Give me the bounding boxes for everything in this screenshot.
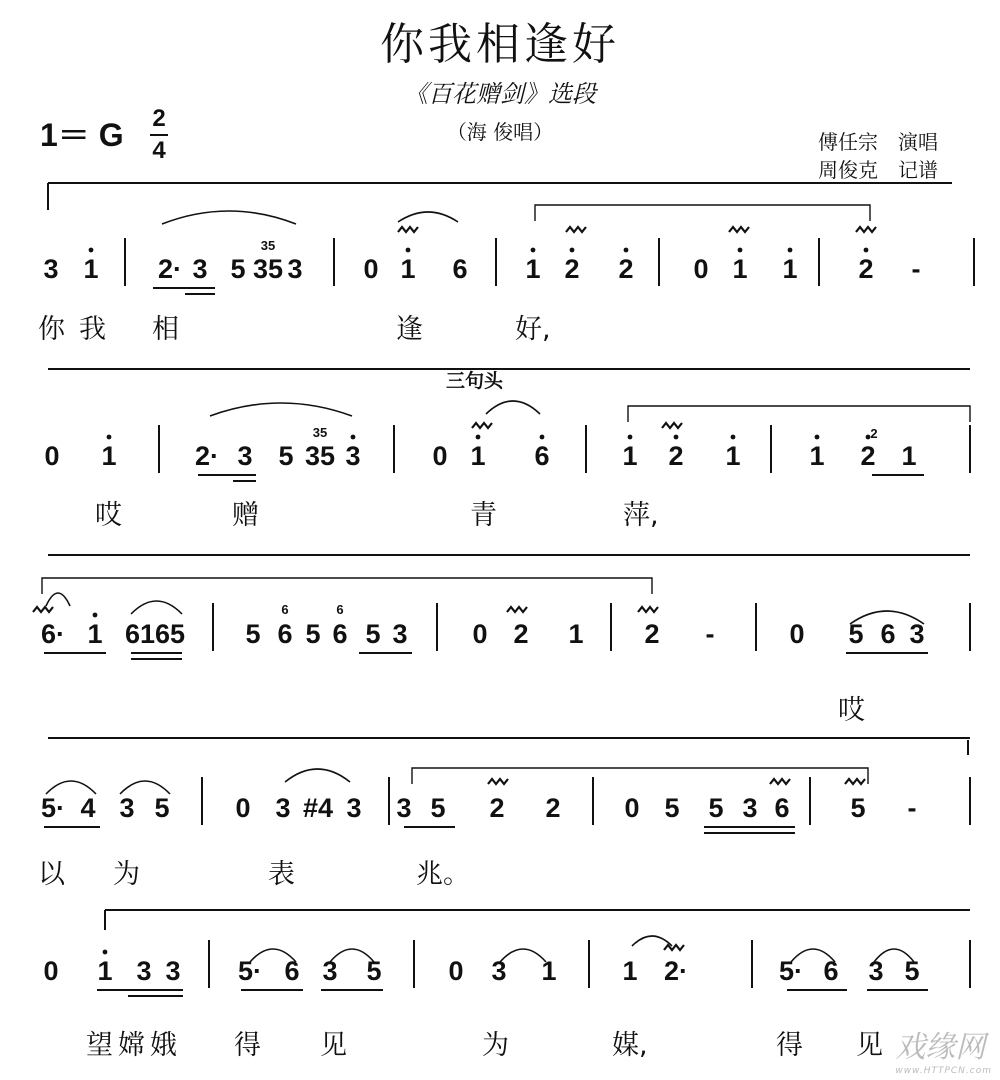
lyric: 青 bbox=[470, 500, 497, 531]
jianpu-note: 0 bbox=[235, 793, 251, 823]
lyric: 哎 bbox=[838, 695, 865, 726]
phrase-bracket bbox=[412, 768, 868, 784]
jianpu-note: 1 bbox=[400, 254, 416, 284]
watermark-url: www.HTTPCN.com bbox=[895, 1066, 992, 1076]
jianpu-note: #4 bbox=[302, 793, 334, 823]
jianpu-note: 3 bbox=[322, 956, 338, 986]
phrase-bracket bbox=[42, 578, 652, 594]
lyric: 好, bbox=[515, 314, 551, 345]
jianpu-note: 2 bbox=[564, 254, 580, 284]
jianpu-note: 4 bbox=[80, 793, 96, 823]
jianpu-note: 0 bbox=[624, 793, 640, 823]
octave-dot bbox=[540, 435, 545, 440]
jianpu-note: 2 bbox=[489, 793, 505, 823]
slur bbox=[131, 601, 182, 614]
jianpu-note: 0 bbox=[789, 619, 805, 649]
lyric: 娥 bbox=[150, 1030, 177, 1061]
jianpu-note: 0 bbox=[44, 441, 60, 471]
jianpu-note: 0 bbox=[363, 254, 379, 284]
jianpu-note: 5 bbox=[305, 619, 321, 649]
jianpu-note: 2 bbox=[668, 441, 684, 471]
octave-dot bbox=[788, 248, 793, 253]
jianpu-note: 1 bbox=[901, 441, 917, 471]
jianpu-note: 5 bbox=[904, 956, 920, 986]
jianpu-note: 1 bbox=[541, 956, 557, 986]
octave-dot bbox=[864, 248, 869, 253]
key-signature: 1＝ G bbox=[40, 117, 124, 153]
lyric: 望 bbox=[86, 1030, 113, 1061]
trill-mark bbox=[664, 945, 684, 950]
jianpu-note: 6 bbox=[823, 956, 839, 986]
trill-mark bbox=[488, 779, 508, 784]
octave-dot bbox=[624, 248, 629, 253]
trill-mark bbox=[638, 607, 658, 612]
jianpu-note: 3 bbox=[909, 619, 925, 649]
lyric: 相 bbox=[152, 314, 179, 345]
trill-mark bbox=[729, 227, 749, 232]
lyric: 得 bbox=[776, 1030, 803, 1061]
lyric: 以 bbox=[38, 859, 65, 890]
jianpu-note: 2· bbox=[157, 254, 183, 284]
slur bbox=[162, 211, 296, 224]
lyric: 见 bbox=[856, 1030, 883, 1061]
jianpu-note: 1 bbox=[568, 619, 584, 649]
jianpu-note: 2 bbox=[513, 619, 529, 649]
grace-note: 35 bbox=[260, 238, 276, 253]
jianpu-note: 5 bbox=[708, 793, 724, 823]
octave-dot bbox=[476, 435, 481, 440]
octave-dot bbox=[107, 435, 112, 440]
jianpu-note: 2 bbox=[618, 254, 634, 284]
lyric: 逢 bbox=[396, 314, 423, 345]
octave-dot bbox=[731, 435, 736, 440]
jianpu-note: 1 bbox=[622, 441, 638, 471]
time-signature-bottom: 4 bbox=[152, 137, 166, 164]
jianpu-note: 3 bbox=[345, 441, 361, 471]
jianpu-note: 3 bbox=[43, 254, 59, 284]
jianpu-note: 3 bbox=[868, 956, 884, 986]
jianpu-note: 5 bbox=[278, 441, 294, 471]
jianpu-note: 1 bbox=[83, 254, 99, 284]
jianpu-note: 6 bbox=[880, 619, 896, 649]
jianpu-note: 1 bbox=[97, 956, 113, 986]
jianpu-note: 1 bbox=[525, 254, 541, 284]
jianpu-note: 5· bbox=[237, 956, 263, 986]
jianpu-note: 2 bbox=[860, 441, 876, 471]
octave-dot bbox=[674, 435, 679, 440]
jianpu-note: 35 bbox=[304, 441, 336, 471]
jianpu-note: 2 bbox=[545, 793, 561, 823]
jianpu-note: 6 bbox=[284, 956, 300, 986]
jianpu-note: 1 bbox=[725, 441, 741, 471]
jianpu-note: 2· bbox=[663, 956, 689, 986]
jianpu-note: - bbox=[705, 619, 715, 649]
jianpu-note: 6 bbox=[332, 619, 348, 649]
jianpu-note: 3 bbox=[396, 793, 412, 823]
jianpu-note: 3 bbox=[136, 956, 152, 986]
phrase-bracket bbox=[535, 205, 870, 221]
slur bbox=[486, 401, 540, 414]
jianpu-note: 6 bbox=[452, 254, 468, 284]
jianpu-note: 5 bbox=[848, 619, 864, 649]
tie bbox=[398, 212, 458, 222]
song-title: 你我相逢好 bbox=[380, 19, 620, 70]
jianpu-note: - bbox=[911, 254, 921, 284]
slur bbox=[210, 403, 352, 416]
jianpu-note: 0 bbox=[693, 254, 709, 284]
jianpu-note: 3 bbox=[119, 793, 135, 823]
jianpu-note: 0 bbox=[472, 619, 488, 649]
jianpu-note: 1 bbox=[87, 619, 103, 649]
jianpu-note: 6 bbox=[774, 793, 790, 823]
jianpu-note: 0 bbox=[43, 956, 59, 986]
jianpu-note: 1 bbox=[782, 254, 798, 284]
song-subtitle: 《百花赠剑》选段 bbox=[404, 80, 596, 108]
jianpu-note: 3 bbox=[165, 956, 181, 986]
lyric: 得 bbox=[234, 1030, 261, 1061]
tie bbox=[632, 936, 672, 946]
lyric: 为 bbox=[482, 1030, 509, 1061]
grace-note: 2 bbox=[870, 426, 878, 441]
jianpu-note: 5 bbox=[430, 793, 446, 823]
jianpu-note: - bbox=[907, 793, 917, 823]
jianpu-note: 1 bbox=[101, 441, 117, 471]
lyric: 萍, bbox=[623, 500, 659, 531]
lyric: 见 bbox=[320, 1030, 347, 1061]
jianpu-note: 3 bbox=[346, 793, 362, 823]
jianpu-note: 5· bbox=[40, 793, 66, 823]
slur bbox=[500, 949, 546, 962]
grace-note: 35 bbox=[312, 425, 328, 440]
jianpu-note: 6165 bbox=[124, 619, 186, 649]
jianpu-note: 3 bbox=[491, 956, 507, 986]
jianpu-note: 3 bbox=[392, 619, 408, 649]
jianpu-note: 1 bbox=[809, 441, 825, 471]
jianpu-note: 3 bbox=[287, 254, 303, 284]
jianpu-note: 2 bbox=[644, 619, 660, 649]
jianpu-note: 1 bbox=[732, 254, 748, 284]
lyric: 为 bbox=[113, 859, 140, 890]
slur bbox=[285, 769, 350, 782]
trill-mark bbox=[662, 423, 682, 428]
phrase-bracket bbox=[628, 406, 970, 422]
jianpu-note: 3 bbox=[275, 793, 291, 823]
trill-mark bbox=[856, 227, 876, 232]
jianpu-note: 1 bbox=[470, 441, 486, 471]
jianpu-note: 6 bbox=[277, 619, 293, 649]
grace-note: 6 bbox=[281, 602, 289, 617]
octave-dot bbox=[103, 950, 108, 955]
lyric: 媒, bbox=[612, 1030, 648, 1061]
octave-dot bbox=[89, 248, 94, 253]
jianpu-note: 5 bbox=[664, 793, 680, 823]
watermark-text: 戏缘网 bbox=[895, 1030, 986, 1065]
jianpu-note: 0 bbox=[448, 956, 464, 986]
jianpu-note: 5· bbox=[778, 956, 804, 986]
time-signature-top: 2 bbox=[152, 105, 166, 132]
octave-dot bbox=[351, 435, 356, 440]
octave-dot bbox=[570, 248, 575, 253]
jianpu-note: 5 bbox=[230, 254, 246, 284]
octave-dot bbox=[815, 435, 820, 440]
trill-mark bbox=[398, 227, 418, 232]
jianpu-note: 6· bbox=[40, 619, 66, 649]
trill-mark bbox=[507, 607, 527, 612]
lyric: 兆。 bbox=[416, 859, 470, 890]
jianpu-note: 35 bbox=[252, 254, 284, 284]
lyric: 我 bbox=[79, 314, 106, 345]
jianpu-note: 5 bbox=[366, 956, 382, 986]
octave-dot bbox=[628, 435, 633, 440]
section-label: 三句头 bbox=[440, 366, 509, 393]
octave-dot bbox=[531, 248, 536, 253]
jianpu-note: 6 bbox=[534, 441, 550, 471]
jianpu-note: 3 bbox=[192, 254, 208, 284]
jianpu-note: 5 bbox=[365, 619, 381, 649]
lyric: 你 bbox=[38, 314, 65, 345]
lyric: 嫦 bbox=[118, 1030, 145, 1061]
trill-mark bbox=[566, 227, 586, 232]
lyric: 哎 bbox=[95, 500, 122, 531]
trill-mark bbox=[472, 423, 492, 428]
jianpu-note: 1 bbox=[622, 956, 638, 986]
trill-mark bbox=[845, 779, 865, 784]
jianpu-note: 3 bbox=[742, 793, 758, 823]
jianpu-note: 5 bbox=[154, 793, 170, 823]
notator-credit: 周俊克 记谱 bbox=[818, 158, 938, 182]
jianpu-note: 0 bbox=[432, 441, 448, 471]
octave-dot bbox=[738, 248, 743, 253]
jianpu-note: 5 bbox=[245, 619, 261, 649]
jianpu-note: 2· bbox=[194, 441, 220, 471]
lyric: 表 bbox=[268, 859, 295, 890]
singer-credit: 傅任宗 演唱 bbox=[818, 130, 938, 154]
jianpu-note: 5 bbox=[850, 793, 866, 823]
octave-dot bbox=[93, 613, 98, 618]
jianpu-note: 3 bbox=[237, 441, 253, 471]
jianpu-note: 2 bbox=[858, 254, 874, 284]
trill-mark bbox=[33, 607, 53, 612]
performer-note: （海 俊唱） bbox=[446, 120, 554, 144]
trill-mark bbox=[770, 779, 790, 784]
grace-note: 6 bbox=[336, 602, 344, 617]
octave-dot bbox=[406, 248, 411, 253]
slur bbox=[46, 593, 70, 606]
lyric: 赠 bbox=[232, 500, 259, 531]
